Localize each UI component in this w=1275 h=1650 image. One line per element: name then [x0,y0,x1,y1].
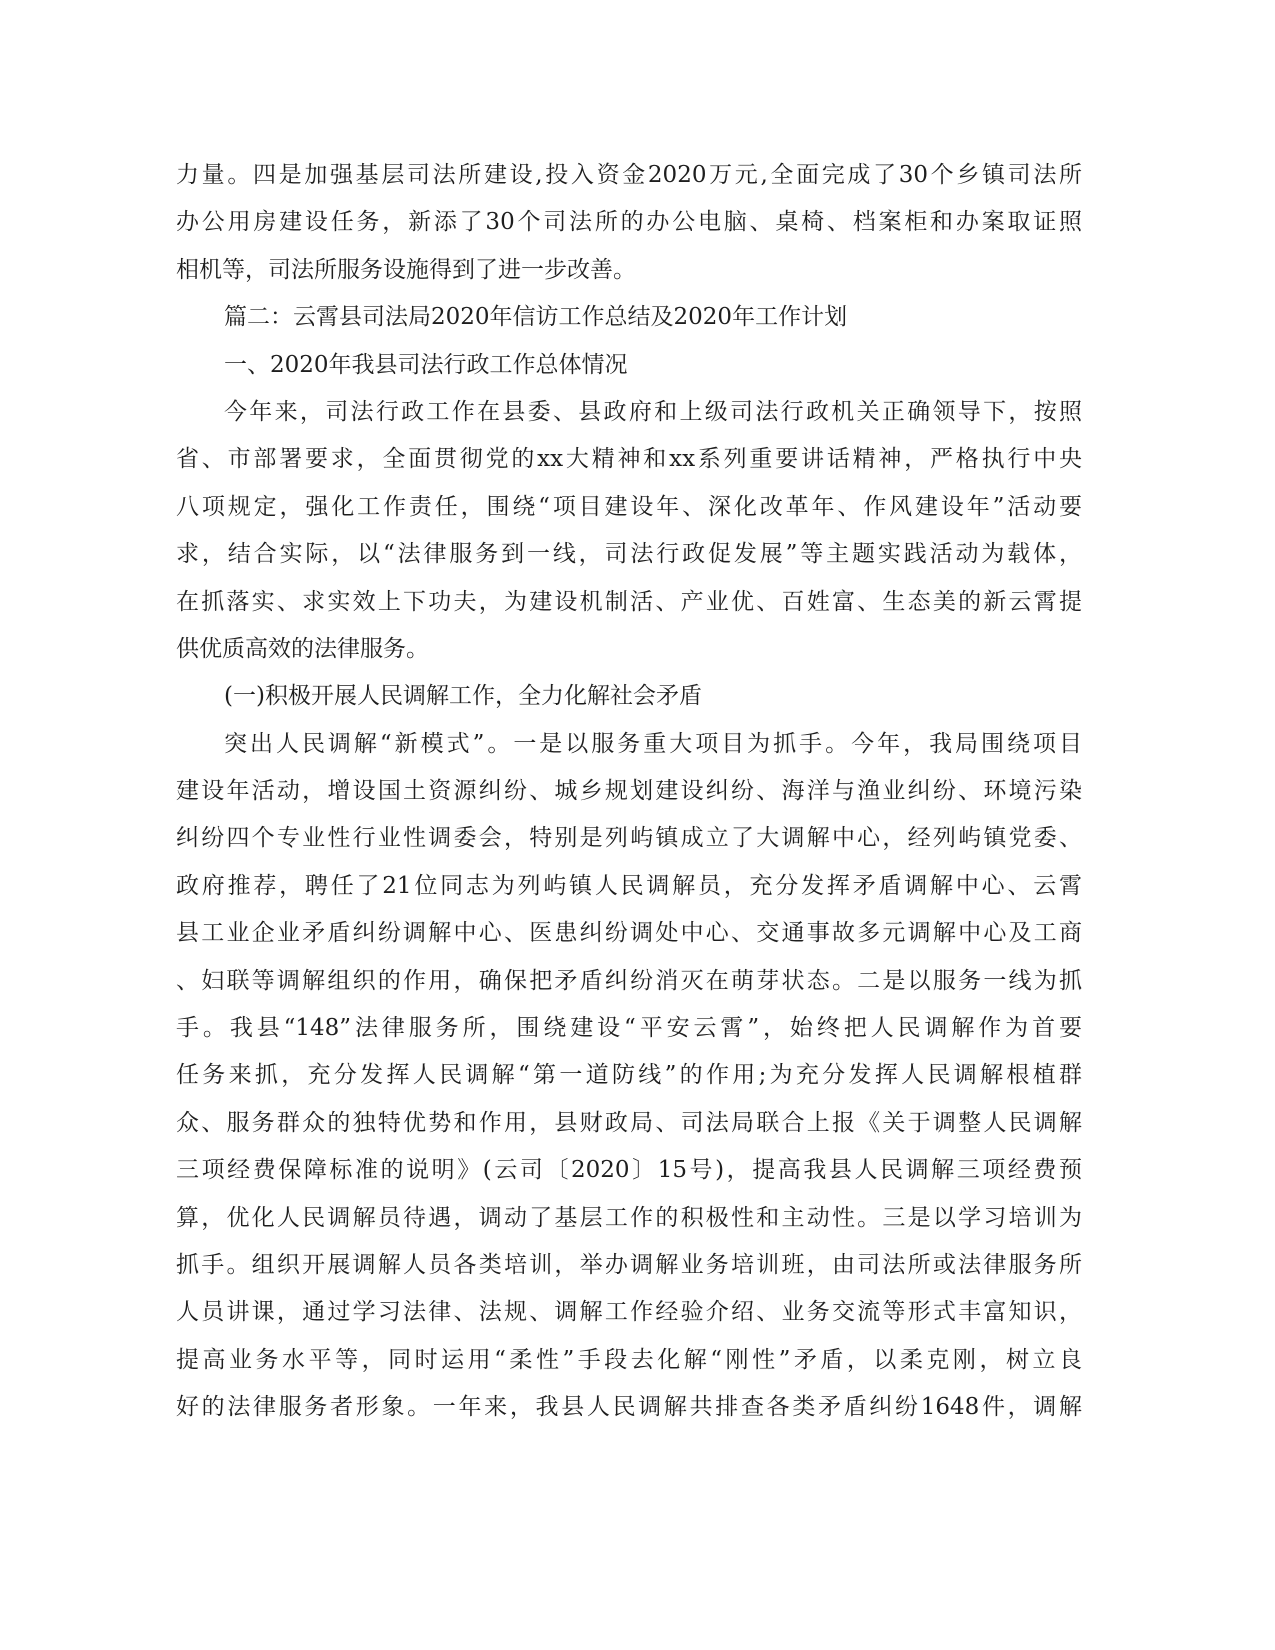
text-line: 县工业企业矛盾纠纷调解中心、医患纠纷调处中心、交通事故多元调解中心及工商 [176,920,1082,947]
text-line: 政府推荐，聘任了21位同志为列屿镇人民调解员，充分发挥矛盾调解中心、云霄 [176,872,1082,899]
text-line: (一)积极开展人民调解工作，全力化解社会矛盾 [224,683,702,710]
text-line: 办公用房建设任务，新添了30个司法所的办公电脑、桌椅、档案柜和办案取证照 [176,209,1082,236]
text-line: 提高业务水平等，同时运用“柔性”手段去化解“刚性”矛盾，以柔克刚，树立良 [176,1346,1082,1373]
text-line: 相机等，司法所服务设施得到了进一步改善。 [176,256,636,283]
text-line: 算，优化人民调解员待遇，调动了基层工作的积极性和主动性。三是以学习培训为 [176,1204,1082,1231]
text-line: 省、市部署要求，全面贯彻党的xx大精神和xx系列重要讲话精神，严格执行中央 [176,446,1082,473]
text-line: 众、服务群众的独特优势和作用，县财政局、司法局联合上报《关于调整人民调解 [176,1109,1082,1136]
text-line: 纠纷四个专业性行业性调委会，特别是列屿镇成立了大调解中心，经列屿镇党委、 [176,825,1082,852]
text-line: 手。我县“148”法律服务所，围绕建设“平安云霄”，始终把人民调解作为首要 [176,1015,1082,1042]
text-line: 抓手。组织开展调解人员各类培训，举办调解业务培训班，由司法所或法律服务所 [176,1251,1082,1278]
text-line: 任务来抓，充分发挥人民调解“第一道防线”的作用;为充分发挥人民调解根植群 [176,1062,1083,1089]
text-line: 好的法律服务者形象。一年来，我县人民调解共排查各类矛盾纠纷1648件，调解 [176,1394,1082,1421]
text-line: 在抓落实、求实效上下功夫，为建设机制活、产业优、百姓富、生态美的新云霄提 [176,588,1082,615]
text-line: 供优质高效的法律服务。 [176,635,429,662]
text-line: 、妇联等调解组织的作用，确保把矛盾纠纷消灭在萌芽状态。二是以服务一线为抓 [176,967,1082,994]
text-line: 八项规定，强化工作责任，围绕“项目建设年、深化改革年、作风建设年”活动要 [176,493,1082,520]
text-line: 篇二：云霄县司法局2020年信访工作总结及2020年工作计划 [224,304,848,331]
document-body [176,152,1082,1432]
text-line: 三项经费保障标准的说明》(云司〔2020〕15号)，提高我县人民调解三项经费预 [176,1157,1082,1184]
text-line: 今年来，司法行政工作在县委、县政府和上级司法行政机关正确领导下，按照 [224,398,1082,425]
text-line: 力量。四是加强基层司法所建设,投入资金2020万元,全面完成了30个乡镇司法所 [176,162,1082,188]
text-line: 人员讲课，通过学习法律、法规、调解工作经验介绍、业务交流等形式丰富知识， [176,1299,1082,1326]
text-line: 一、2020年我县司法行政工作总体情况 [224,351,628,378]
text-line: 建设年活动，增设国土资源纠纷、城乡规划建设纠纷、海洋与渔业纠纷、环境污染 [176,778,1082,805]
text-line: 求，结合实际，以“法律服务到一线，司法行政促发展”等主题实践活动为载体， [176,541,1082,568]
text-line: 突出人民调解“新模式”。一是以服务重大项目为抓手。今年，我局围绕项目 [224,730,1082,757]
